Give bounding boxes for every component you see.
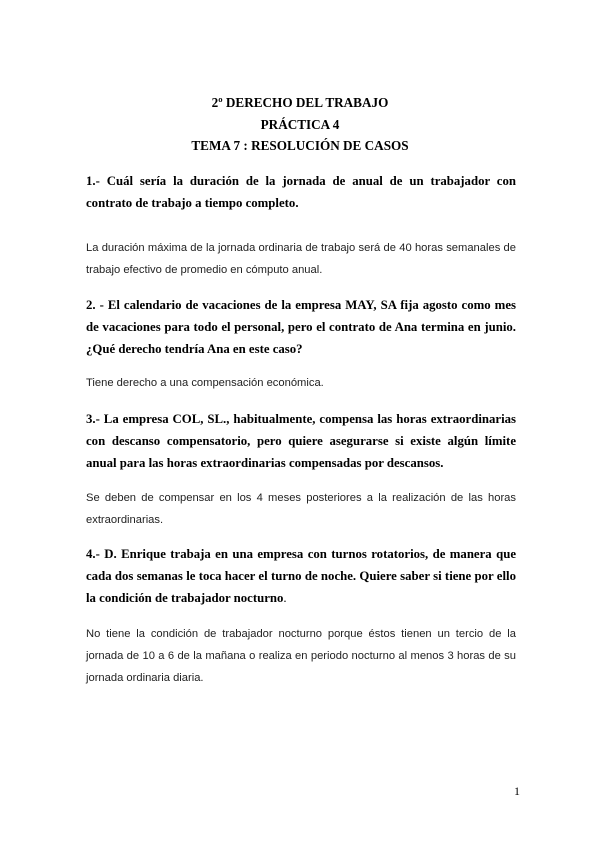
- practice-title: PRÁCTICA 4: [260, 117, 340, 132]
- question-2: 2. - El calendario de vacaciones de la empresa MAY, SA fija agosto como mes de vacaciones para todo el personal, pero el contrato de Ana termina en junio. ¿Qué derecho tendría Ana en este caso?: [86, 298, 516, 356]
- answer-2: Tiene derecho a una compensación económica.: [86, 377, 324, 389]
- answer-4: No tiene la condición de trabajador nocturno porque éstos tienen un tercio de la jornada de 10 a 6 de la mañana o realiza en periodo nocturno al menos 3 horas de su jornada ordinaria diaria.: [86, 628, 516, 684]
- topic-title: TEMA 7 : RESOLUCIÓN DE CASOS: [191, 138, 409, 153]
- question-4: [86, 543, 516, 609]
- page-number: 1: [514, 784, 520, 798]
- answer-3: Se deben de compensar en los 4 meses posteriores a la realización de las horas extraordinarias.: [86, 492, 516, 526]
- question-3: 3.- La empresa COL, SL., habitualmente, compensa las horas extraordinarias con descanso compensatorio, pero quiere asegurarse si existe algún límite anual para las horas extraordinarias compensadas por descansos.: [86, 412, 516, 470]
- course-title: 2º DERECHO DEL TRABAJO: [211, 95, 389, 110]
- question-1: 1.- Cuál sería la duración de la jornada de anual de un trabajador con contrato de trabajo a tiempo completo.: [86, 174, 516, 210]
- question-4-text: 4.- D. Enrique trabaja en una empresa con turnos rotatorios, de manera que cada dos semanas le toca hacer el turno de noche. Quiere saber si tiene por ello la condición de trabajador nocturno: [86, 547, 516, 605]
- answer-1: La duración máxima de la jornada ordinaria de trabajo será de 40 horas semanales de trabajo efectivo de promedio en cómputo anual.: [86, 242, 516, 276]
- question-4-period: .: [283, 591, 287, 605]
